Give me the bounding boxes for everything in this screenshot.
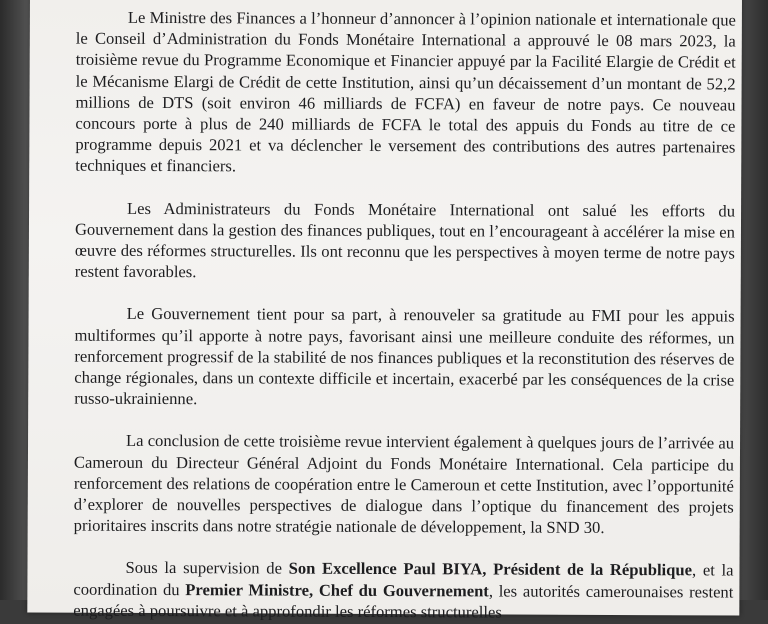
paragraph-review-conclusion	[74, 430, 734, 539]
paragraph-imf-approval	[75, 7, 736, 180]
paragraph-text: , les autorités camerounaises restent engagées à poursuivre et à approfondir les réformes structurelles	[73, 581, 734, 622]
paragraph-text: Les Administrateurs du Fonds Monétaire International ont salué les efforts du Gouvernement dans la gestion des finances publiques, tout en l’encourageant à accélérer la mise en œuvre des réformes structurelles. Ils ont reconnu que les perspectives à moyen terme de notre pays restent favorables.	[74, 198, 736, 282]
document-body	[73, 7, 736, 624]
paragraph-text: La conclusion de cette troisième revue intervient également à quelques jours de l’arrivée au Cameroun du Directeur Général Adjoint du Fonds Monétaire International. Cela participe du renforcement des relations de coopération entre le Cameroun et cette Institution, avec l’opportunité d’explorer de nouvelles perspectives de dialogue dans l’optique du financement des projets prioritaires inscrits dans notre stratégie nationale de développement, la SND 30.	[73, 431, 735, 538]
paragraph-text: Le Gouvernement tient pour sa part, à renouveler sa gratitude au FMI pour les appuis multiformes qu’il apporte à notre pays, favorisant ainsi une meilleure conduite des réformes, un renforcement progressif de la stabilité de nos finances publiques et la reconstitution des réserves de change régionales, dans un contexte difficile et incertain, exacerbé par les conséquences de la crise russo-ukrainienne.	[74, 304, 735, 409]
paragraph-text: Le Ministre des Finances a l’honneur d’annoncer à l’opinion nationale et internationale que le Conseil d’Administration du Fonds Monétaire International a approuvé le 08 mars 2023, la troisième revue du Programme Economique et Financier appuyé par la Facilité Elargie de Crédit et le Mécanisme Elargi de Crédit de cette Institution, ainsi qu’un décaissement d’un montant de 52,2 millions de DTS (soit environ 46 milliards de FCFA) en faveur de notre pays. Ce nouveau concours porte à plus de 240 milliards de FCFA le total des appuis du Fonds au titre de ce programme depuis 2021 et va déclencher le versement des contributions des autres partenaires techniques et financiers.	[75, 7, 736, 176]
paragraph-text: , et la coordination du	[73, 560, 734, 599]
president-name: Son Excellence Paul BIYA, Président de la République	[288, 559, 693, 580]
prime-minister-title: Premier Ministre, Chef du Gouvernement	[185, 579, 489, 601]
paragraph-government-gratitude	[74, 303, 734, 412]
paragraph-text: Sous la supervision de	[125, 558, 289, 579]
paragraph-supervision	[73, 557, 733, 623]
paragraph-administrators	[75, 197, 735, 285]
document-page	[27, 0, 742, 622]
